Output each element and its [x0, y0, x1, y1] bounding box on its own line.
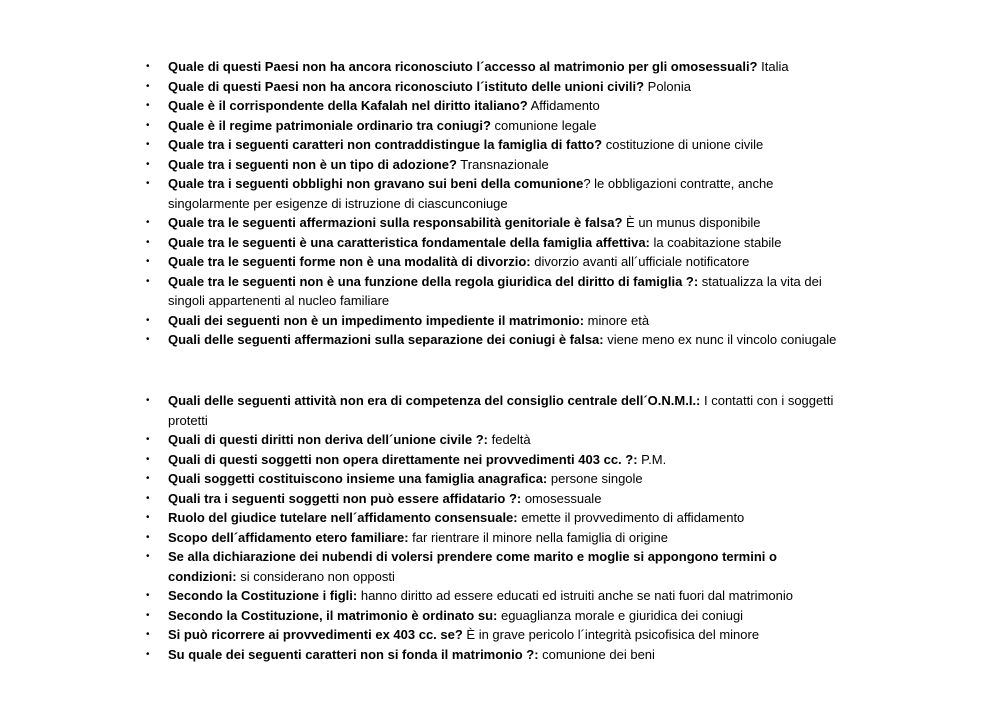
qa-item	[146, 116, 846, 136]
bullet-icon: •	[146, 629, 150, 640]
question-text: Quali delle seguenti attività non era di competenza del consiglio centrale dell´O.N.M.I.:	[168, 393, 701, 408]
qa-item	[146, 547, 846, 586]
qa-item	[146, 155, 846, 175]
question-text: Quale tra i seguenti non è un tipo di adozione?	[168, 156, 457, 172]
qa-item	[146, 489, 846, 509]
bullet-icon: •	[146, 100, 150, 111]
qa-item	[146, 174, 846, 213]
bullet-icon: •	[146, 119, 150, 131]
qa-item	[146, 57, 846, 77]
qa-item	[146, 135, 846, 155]
qa-item	[146, 450, 846, 470]
bullet-icon: •	[146, 492, 150, 504]
question-text: Quale tra le seguenti non è una funzione della regola giuridica del diritto di famiglia ?:	[168, 273, 699, 289]
question-text: Quale tra i seguenti caratteri non contraddistingue la famiglia di fatto?	[168, 137, 603, 152]
question-text: Quali dei seguenti non è un impedimento impediente il matrimonio:	[168, 312, 585, 328]
question-text: Scopo dell´affidamento etero familiare:	[168, 529, 409, 545]
bullet-icon: •	[146, 551, 150, 562]
answer-text: ? le obbligazioni contratte, anche singolarmente per esigenze di istruzione di ciascunconiuge	[168, 176, 774, 211]
bullet-icon: •	[146, 236, 150, 248]
answer-text: Polonia	[644, 78, 692, 94]
answer-text: viene meno ex nunc il vincolo coniugale	[603, 332, 837, 347]
answer-text: omosessuale	[521, 490, 602, 506]
question-text: Quale tra i seguenti obblighi non gravano sui beni della comunione	[168, 176, 584, 191]
question-text: Quali di questi diritti non deriva dell´unione civile ?:	[168, 432, 488, 447]
answer-text: Affidamento	[527, 98, 600, 113]
qa-item	[146, 469, 846, 489]
question-text: Quale tra le seguenti affermazioni sulla responsabilità genitoriale è falsa?	[168, 215, 623, 230]
qa-item	[146, 528, 846, 548]
qa-item	[146, 311, 846, 331]
bullet-icon: •	[146, 590, 150, 601]
bullet-icon: •	[146, 314, 150, 326]
answer-text: Italia	[757, 59, 789, 74]
bullet-icon: •	[146, 609, 150, 621]
bullet-icon: •	[146, 275, 150, 287]
question-text: Quali di questi soggetti non opera direttamente nei provvedimenti 403 cc. ?:	[168, 451, 638, 467]
answer-text: costituzione di unione civile	[602, 137, 764, 152]
answer-text: comunione dei beni	[538, 646, 655, 662]
question-text: Se alla dichiarazione dei nubendi di volersi prendere come marito e moglie si appongono termini o condizioni:	[168, 549, 777, 584]
answer-text: comunione legale	[490, 117, 597, 133]
qa-item	[146, 233, 846, 253]
bullet-icon: •	[146, 648, 150, 660]
bullet-icon: •	[146, 158, 150, 170]
question-text: Quali tra i seguenti soggetti non può essere affidatario ?:	[168, 490, 522, 506]
qa-item	[146, 606, 846, 626]
qa-item	[146, 272, 846, 311]
qa-item	[146, 586, 846, 606]
question-text: Si può ricorrere ai provvedimenti ex 403 cc. se?	[168, 627, 463, 642]
answer-text: divorzio avanti all´ufficiale notificatore	[530, 254, 750, 269]
answer-text: la coabitazione stabile	[649, 234, 782, 250]
answer-text: emette il provvedimento di affidamento	[517, 510, 745, 525]
qa-item	[146, 625, 846, 645]
bullet-icon: •	[146, 434, 150, 445]
question-text: Ruolo del giudice tutelare nell´affidamento consensuale:	[168, 510, 518, 525]
question-text: Quale tra le seguenti è una caratteristica fondamentale della famiglia affettiva:	[168, 234, 650, 250]
qa-item	[146, 252, 846, 272]
answer-text: I contatti con i soggetti protetti	[168, 393, 834, 428]
bullet-icon: •	[146, 512, 150, 523]
answer-text: P.M.	[637, 451, 667, 467]
bullet-icon: •	[146, 61, 150, 72]
question-text: Su quale dei seguenti caratteri non si fonda il matrimonio ?:	[168, 646, 539, 662]
question-text: Quale è il regime patrimoniale ordinario tra coniugi?	[168, 117, 491, 133]
qa-item	[146, 77, 846, 97]
question-text: Quale è il corrispondente della Kafalah nel diritto italiano?	[168, 98, 528, 113]
answer-text: statualizza la vita dei singoli appartenenti al nucleo familiare	[168, 273, 822, 308]
bullet-icon: •	[146, 334, 150, 345]
bullet-icon: •	[146, 217, 150, 228]
bullet-icon: •	[146, 531, 150, 543]
question-text: Quale tra le seguenti forme non è una modalità di divorzio:	[168, 254, 531, 269]
question-text: Quale di questi Paesi non ha ancora riconosciuto l´accesso al matrimonio per gli omosessuali?	[168, 59, 758, 74]
bullet-icon: •	[146, 453, 150, 465]
bullet-icon: •	[146, 178, 150, 189]
bullet-icon: •	[146, 473, 150, 484]
answer-text: si considerano non opposti	[236, 568, 395, 584]
bullet-icon: •	[146, 395, 150, 406]
question-text: Secondo la Costituzione i figli:	[168, 588, 358, 603]
answer-text: minore età	[584, 312, 650, 328]
answer-text: far rientrare il minore nella famiglia di origine	[408, 529, 668, 545]
bullet-icon: •	[146, 256, 150, 267]
answer-text: eguaglianza morale e giuridica dei coniugi	[497, 607, 744, 623]
question-text: Secondo la Costituzione, il matrimonio è ordinato su:	[168, 607, 498, 623]
qa-item	[146, 430, 846, 450]
answer-text: È un munus disponibile	[622, 215, 761, 230]
qa-item	[146, 391, 846, 430]
qa-item	[146, 96, 846, 116]
qa-list-section-one	[146, 57, 846, 350]
bullet-icon: •	[146, 80, 150, 92]
question-text: Quale di questi Paesi non ha ancora riconosciuto l´istituto delle unioni civili?	[168, 78, 645, 94]
bullet-icon: •	[146, 139, 150, 150]
answer-text: hanno diritto ad essere educati ed istruiti anche se nati fuori dal matrimonio	[357, 588, 793, 603]
qa-list-section-two	[146, 391, 846, 664]
answer-text: È in grave pericolo l´integrità psicofisica del minore	[462, 627, 760, 642]
answer-text: persone singole	[547, 471, 643, 486]
answer-text: fedeltà	[487, 432, 531, 447]
answer-text: Transnazionale	[456, 156, 549, 172]
question-text: Quali delle seguenti affermazioni sulla separazione dei coniugi è falsa:	[168, 332, 604, 347]
qa-item	[146, 645, 846, 665]
qa-item	[146, 213, 846, 233]
qa-item	[146, 330, 846, 350]
qa-item	[146, 508, 846, 528]
question-text: Quali soggetti costituiscono insieme una famiglia anagrafica:	[168, 471, 548, 486]
